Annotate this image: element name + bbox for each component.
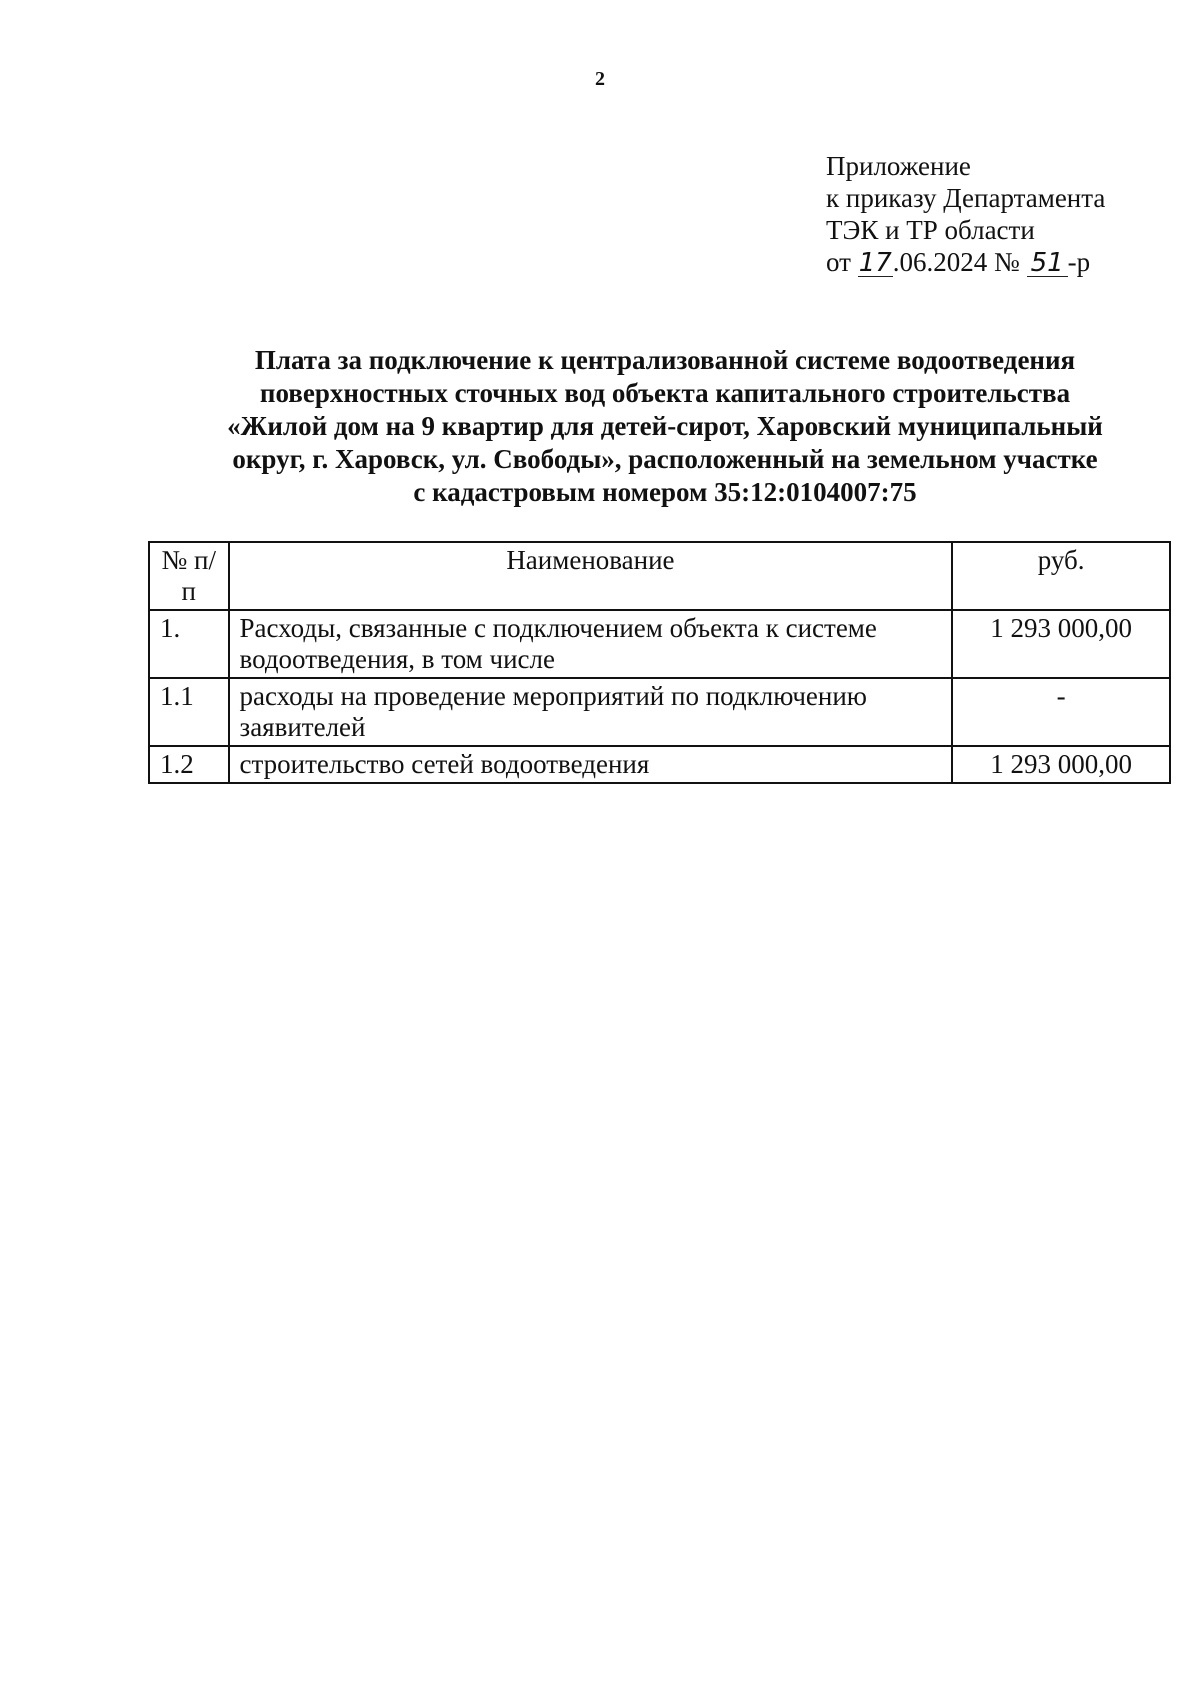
title-line-5: с кадастровым номером 35:12:0104007:75 — [413, 477, 917, 507]
header-sum: руб. — [952, 542, 1170, 610]
table-row — [149, 610, 1170, 678]
appendix-line-3: ТЭК и ТР области — [826, 215, 1035, 245]
row-num: 1.1 — [149, 678, 229, 746]
header-name: Наименование — [229, 542, 953, 610]
title-line-1: Плата за подключение к централизованной системе водоотведения — [254, 345, 1076, 375]
table-row — [149, 678, 1170, 746]
appendix-line-2: к приказу Департамента — [826, 183, 1106, 213]
title-line-2: поверхностных сточных вод объекта капитального строительства — [259, 378, 1071, 408]
row-num: 1. — [149, 610, 229, 678]
row-name: строительство сетей водоотведения — [229, 746, 953, 783]
appendix-date-line — [826, 246, 1105, 278]
document-title — [150, 344, 1180, 509]
row-num: 1.2 — [149, 746, 229, 783]
row-sum: 1 293 000,00 — [952, 746, 1170, 783]
row-name: Расходы, связанные с подключением объекта к системе водоотведения, в том числе — [229, 610, 953, 678]
order-suffix: -р — [1067, 247, 1091, 277]
handwritten-day: 17 — [858, 248, 892, 278]
date-prefix: от — [826, 247, 858, 277]
row-sum: 1 293 000,00 — [952, 610, 1170, 678]
appendix-block — [826, 150, 1105, 278]
appendix-line-1: Приложение — [826, 151, 971, 181]
row-sum: - — [952, 678, 1170, 746]
header-num: № п/п — [149, 542, 229, 610]
row-name: расходы на проведение мероприятий по подключению заявителей — [229, 678, 953, 746]
page-number: 2 — [595, 68, 605, 90]
date-rest: .06.2024 № — [892, 247, 1027, 277]
handwritten-order-number: 51 — [1027, 250, 1068, 277]
fees-table — [148, 541, 1171, 784]
title-line-4: округ, г. Харовск, ул. Свободы», расположенный на земельном участке — [232, 444, 1098, 474]
table-header-row — [149, 542, 1170, 610]
table-row — [149, 746, 1170, 783]
title-line-3: «Жилой дом на 9 квартир для детей-сирот, Харовский муниципальный — [227, 411, 1103, 441]
